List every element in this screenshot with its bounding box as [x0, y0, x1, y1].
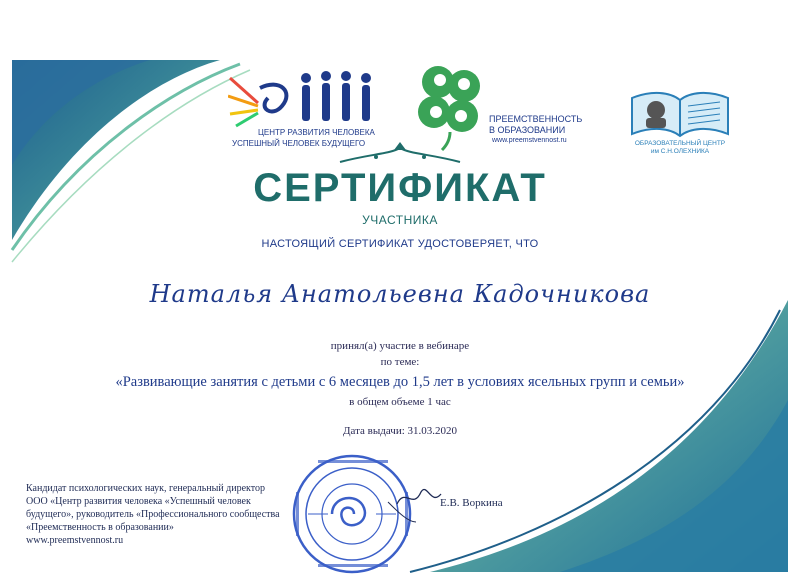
- clover-heads-icon: [414, 62, 489, 152]
- certificate-title: СЕРТИФИКАТ: [253, 166, 547, 210]
- volume-line: в общем объеме 1 час: [349, 396, 451, 408]
- logo-continuity: [414, 62, 604, 152]
- director-site: www.preemstvennost.ru: [26, 535, 124, 546]
- topic-label: по теме:: [380, 356, 420, 368]
- logo-line-1: ОБРАЗОВАТЕЛЬНЫЙ ЦЕНТР: [634, 140, 726, 147]
- logo-line-2: УСПЕШНЫЙ ЧЕЛОВЕК БУДУЩЕГО: [232, 139, 366, 148]
- director-line-2: ООО «Центр развития человека «Успешный человек: [26, 496, 251, 507]
- webinar-topic: «Развивающие занятия с детьми с 6 месяцев до 1,5 лет в условиях ясельных групп и семьи»: [115, 374, 685, 390]
- logo-education-center: [626, 88, 734, 166]
- logo-line-2: им С.Н.ОЛЕХНИКА: [650, 148, 710, 155]
- signature-icon: [395, 482, 445, 512]
- director-line-4: «Преемственность в образовании»: [26, 522, 174, 533]
- open-book-portrait-icon: [626, 88, 734, 140]
- director-line-1: Кандидат психологических наук, генеральный директор: [26, 483, 266, 494]
- certificate-subtitle: УЧАСТНИКА: [362, 213, 438, 227]
- signer-name: Е.В. Воркина: [440, 497, 503, 509]
- participation-line: принял(а) участие в вебинаре: [330, 340, 470, 352]
- logo-line-1: ЦЕНТР РАЗВИТИЯ ЧЕЛОВЕКА: [258, 128, 375, 137]
- official-stamp-icon: [288, 452, 418, 577]
- issue-date: Дата выдачи: 31.03.2020: [342, 425, 458, 437]
- logo-site: www.preemstvennost.ru: [492, 137, 567, 144]
- logo-line-1: ПРЕЕМСТВЕННОСТЬ: [489, 114, 583, 124]
- logo-development-center: [228, 68, 388, 148]
- director-block: [26, 482, 294, 547]
- development-center-logo-icon: [228, 68, 388, 128]
- logo-line-2: В ОБРАЗОВАНИИ: [489, 125, 566, 135]
- director-line-3: будущего», руководитель «Профессионального сообщества: [26, 509, 280, 520]
- certifies-line: НАСТОЯЩИЙ СЕРТИФИКАТ УДОСТОВЕРЯЕТ, ЧТО: [261, 238, 539, 250]
- recipient-name: Наталья Анатольевна Кадочникова: [149, 280, 651, 308]
